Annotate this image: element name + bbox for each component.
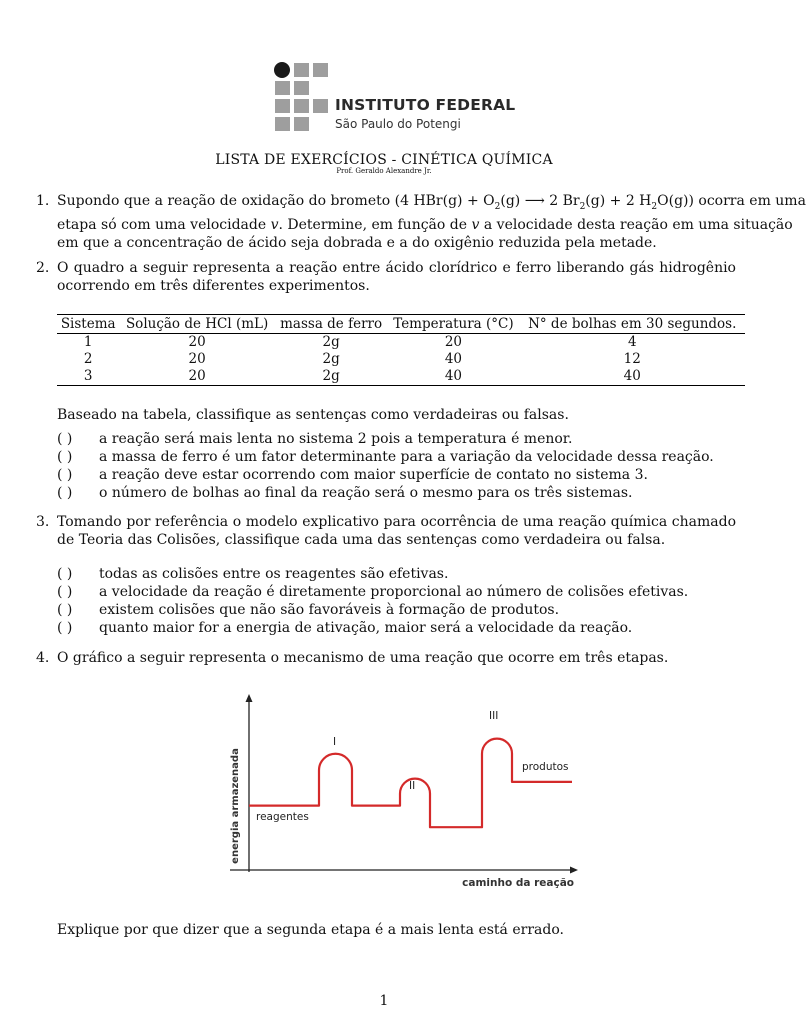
true-false-item — [57, 484, 632, 502]
question-3 — [36, 513, 736, 549]
logo-square — [275, 81, 290, 95]
statement-text: a velocidade da reação é diretamente proporcional ao número de colisões efetivas. — [99, 584, 689, 600]
table-cell: 4 — [627, 334, 637, 350]
question-1 — [36, 192, 806, 252]
q2-prompt: Baseado na tabela, classifique as sentenças como verdadeiras ou falsas. — [57, 407, 569, 423]
table-cell: 40 — [520, 368, 746, 386]
question-number: 3. — [36, 514, 50, 530]
step-label-iii: III — [489, 710, 499, 722]
true-false-item — [57, 466, 648, 484]
table-cell: 20 — [119, 368, 274, 386]
energy-diagram — [222, 688, 582, 888]
table-cell: 2g — [322, 351, 340, 367]
institute-logo — [273, 62, 516, 134]
question-text: O quadro a seguir representa a reação entre ácido clorídrico e ferro liberando gás hidrogênio ocorrendo em três diferentes experimentos. — [57, 260, 736, 294]
question-number: 2. — [36, 260, 50, 276]
table-header: N° de bolhas em 30 segundos. — [520, 315, 746, 334]
page-number: 1 — [379, 993, 389, 1009]
q4-question: Explique por que dizer que a segunda etapa é a mais lenta está errado. — [57, 922, 564, 938]
answer-blank[interactable]: ( ) — [57, 584, 73, 600]
statement-text: todas as colisões entre os reagentes são efetivas. — [99, 566, 449, 582]
true-false-item — [57, 601, 559, 619]
table-cell: 2g — [322, 334, 340, 350]
subscript: 2 — [494, 201, 501, 212]
true-false-item — [57, 565, 448, 583]
logo-square — [294, 63, 309, 77]
logo-square — [275, 117, 290, 131]
table-cell: 40 — [444, 351, 463, 367]
subscript: 2 — [651, 201, 658, 212]
experiments-table — [57, 314, 745, 386]
table-cell: 1 — [83, 334, 93, 350]
reagentes-label: reagentes — [256, 811, 309, 823]
variable-v: v — [471, 216, 480, 233]
answer-blank[interactable]: ( ) — [57, 602, 73, 618]
y-axis-label: energia armazenada — [230, 748, 241, 864]
answer-blank[interactable]: ( ) — [57, 467, 73, 483]
logo-square — [294, 117, 309, 131]
question-text — [57, 192, 806, 252]
question-4 — [36, 649, 736, 667]
statement-text: a reação deve estar ocorrendo com maior superfície de contato no sistema 3. — [99, 467, 648, 483]
logo-square — [294, 99, 309, 113]
document-title: LISTA DE EXERCÍCIOS - CINÉTICA QUÍMICA — [215, 152, 553, 168]
question-number: 1. — [36, 193, 50, 209]
logo-dot — [274, 62, 290, 78]
q1-text-part: a velocidade desta reação em uma situação — [479, 216, 793, 233]
table-cell: 12 — [623, 351, 641, 367]
answer-blank[interactable]: ( ) — [57, 449, 73, 465]
logo-square — [313, 63, 328, 77]
q1-text-part: O(g)) ocorra em uma — [657, 193, 806, 209]
table-header: Temperatura (°C) — [387, 315, 519, 334]
logo-square — [294, 81, 309, 95]
table-header-row — [57, 315, 745, 334]
q1-text-part: Supondo que a reação de oxidação do brometo (4 HBr(g) + O — [57, 193, 495, 209]
subscript: 2 — [579, 201, 586, 212]
logo-square — [313, 99, 328, 113]
q1-text-part: em que a concentração de ácido seja dobrada e a do oxigênio reduzida pela metade. — [57, 234, 657, 251]
table-cell: 20 — [188, 334, 206, 350]
answer-blank[interactable]: ( ) — [57, 485, 73, 501]
answer-blank[interactable]: ( ) — [57, 566, 73, 582]
statement-text: existem colisões que não são favoráveis à formação de produtos. — [99, 602, 560, 618]
answer-blank[interactable]: ( ) — [57, 431, 73, 447]
table-cell: 20 — [444, 334, 463, 350]
table-cell: 40 — [387, 368, 519, 386]
x-axis-arrow — [570, 867, 578, 874]
question-2 — [36, 259, 736, 295]
institution-name: INSTITUTO FEDERAL — [335, 96, 516, 114]
true-false-item — [57, 619, 632, 637]
table-row — [57, 334, 745, 352]
table-cell: 2g — [275, 368, 388, 386]
statement-text: o número de bolhas ao final da reação será o mesmo para os três sistemas. — [99, 485, 633, 501]
table-row — [57, 351, 745, 368]
q1-text-part: (g) ⟶ 2 Br — [500, 193, 580, 209]
question-text: Tomando por referência o modelo explicativo para ocorrência de uma reação química chamado de Teoria das Colisões, classifique cada uma das sentenças como verdadeira ou falsa. — [57, 514, 736, 548]
statement-text: a massa de ferro é um fator determinante para a variação da velocidade dessa reação. — [99, 449, 714, 465]
table-cell: 20 — [188, 351, 206, 367]
true-false-item — [57, 448, 714, 466]
question-text: O gráfico a seguir representa o mecanismo de uma reação que ocorre em três etapas. — [57, 650, 669, 666]
table-row — [57, 368, 745, 386]
question-number: 4. — [36, 650, 50, 666]
q1-text-part: (g) + 2 H — [585, 193, 652, 209]
statement-text: a reação será mais lenta no sistema 2 pois a temperatura é menor. — [99, 431, 573, 447]
answer-blank[interactable]: ( ) — [57, 620, 73, 636]
statement-text: quanto maior for a energia de ativação, maior será a velocidade da reação. — [99, 620, 633, 636]
true-false-item — [57, 430, 572, 448]
table-cell: 3 — [57, 368, 119, 386]
variable-v: v — [270, 216, 279, 233]
table-header: massa de ferro — [275, 315, 388, 334]
x-axis-label: caminho da reação — [462, 877, 574, 889]
campus-name: São Paulo do Potengi — [335, 117, 461, 131]
y-axis-arrow — [246, 694, 253, 702]
step-label-i: I — [333, 736, 337, 748]
true-false-item — [57, 583, 688, 601]
table-header: Solução de HCl (mL) — [119, 315, 274, 334]
q1-text-part: etapa só com uma velocidade — [57, 216, 271, 233]
table-cell: 2 — [83, 351, 93, 367]
table-header: Sistema — [57, 315, 119, 334]
logo-square — [275, 99, 290, 113]
q1-text-part: . Determine, em função de — [278, 216, 472, 233]
produtos-label: produtos — [522, 761, 569, 773]
step-label-ii: II — [409, 780, 416, 792]
author-line: Prof. Geraldo Alexandre Jr. — [336, 167, 432, 175]
